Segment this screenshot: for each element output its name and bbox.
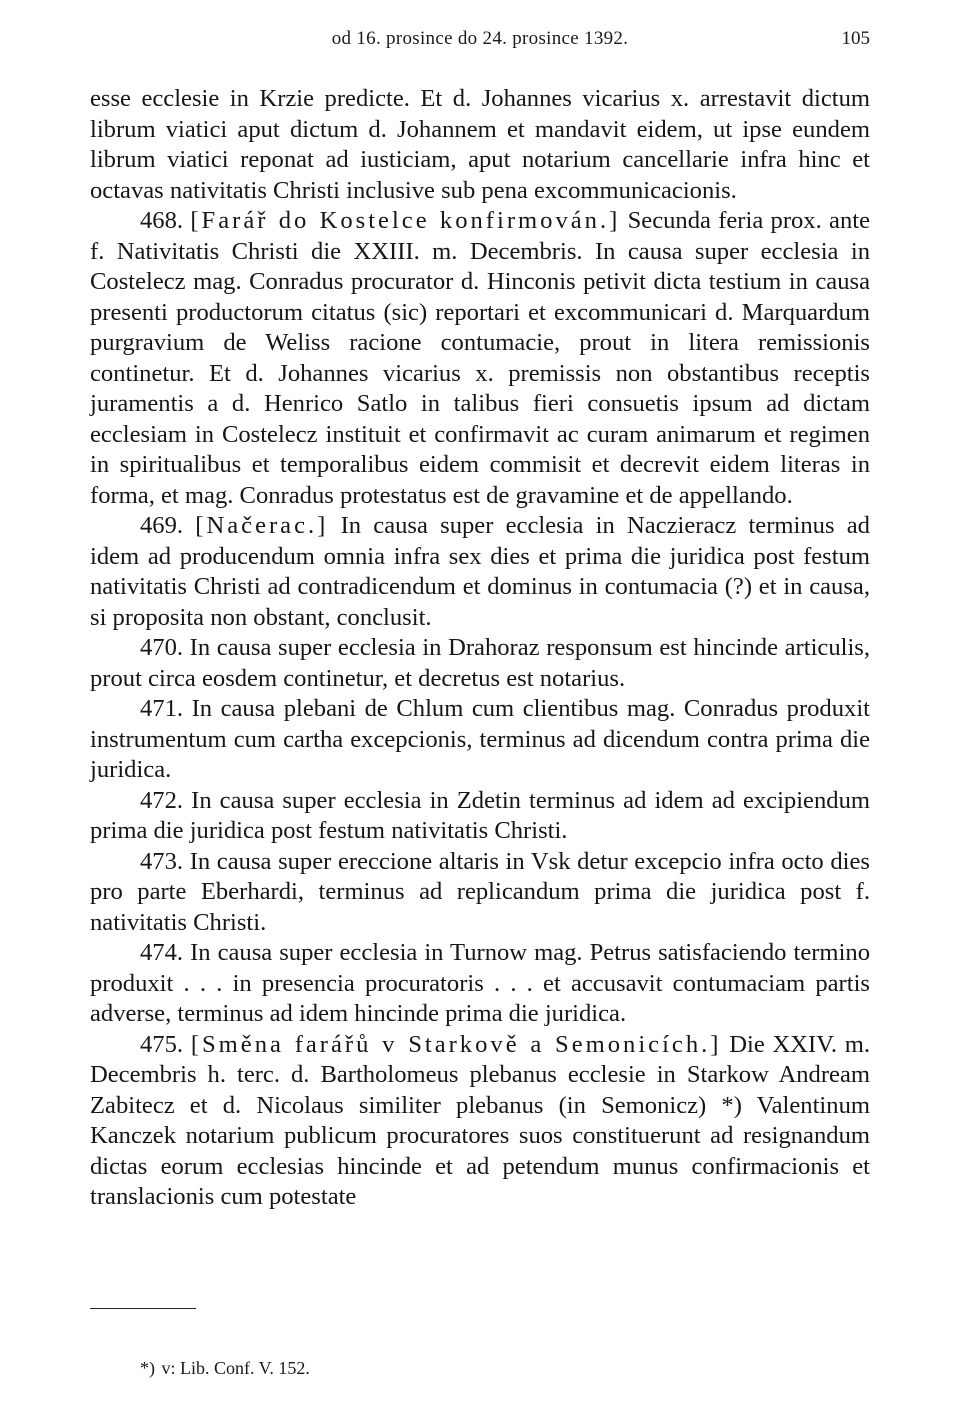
entry-text: Die XXIV. m. Decembris h. terc. d. Bartholomeus plebanus ecclesie in Starkow Andream Zabitecz et d. Nicolaus similiter plebanus (in Semonicz) *) Valentinum Kanczek notarium publicum procuratores suos constituerunt ad resignandum dictas eorum ecclesias hincinde et ad petendum munus confirmacionis et translacionis cum potestate bbox=[90, 1030, 871, 1210]
entry-number: 472. bbox=[140, 786, 184, 814]
entry-text: In causa super ecclesia in Turnow mag. Petrus satisfaciendo termino produxit . . . in presencia procuratoris . . . et accusavit contumaciam partis adverse, terminus ad idem hincinde prima die juridica. bbox=[90, 939, 870, 1027]
entry-text: In causa plebani de Chlum cum clientibus mag. Conradus produxit instrumentum cum cartha excepcionis, terminus ad dicendum contra prima die juridica. bbox=[90, 695, 870, 783]
running-title: od 16. prosince do 24. prosince 1392. bbox=[331, 28, 629, 49]
entry-469 bbox=[90, 511, 870, 633]
entry-468 bbox=[90, 206, 870, 511]
entry-text: Secunda feria prox. ante f. Nativitatis Christi die XXIII. m. Decembris. In causa super ecclesia in Costelecz mag. Conradus procurator d. Hinconis petivit dicta testium in causa presenti productorum citatus (sic) reportari et excommunicari d. Marquardum purgravium de Weliss racione contumacie, prout in litera remissionis continetur. Et d. Johannes vicarius x. premissis non obstantibus receptis juramentis a d. Henrico Satlo in talibus fieri consuetis ipsum ad dictam ecclesiam in Costelecz instituit et confirmavit ac curam animarum et regimen in spiritualibus et temporalibus eidem commisit et decrevit eidem literas in forma, et mag. Conradus protestatus est de gravamine et de appellando. bbox=[90, 207, 871, 509]
footnote-divider bbox=[90, 1308, 196, 1309]
page-header bbox=[90, 28, 870, 56]
entry-470 bbox=[90, 633, 870, 694]
paragraph-continuation bbox=[90, 84, 870, 206]
entry-heading: [Směna farářů v Starkově a Semonicích.] bbox=[190, 1030, 722, 1058]
entry-number: 471. bbox=[140, 695, 184, 722]
entry-text: In causa super ecclesia in Drahoraz responsum est hincinde articulis, prout circa eosdem continetur, et decretus est notarius. bbox=[90, 634, 870, 692]
page-number: 105 bbox=[841, 28, 870, 49]
entry-number: 469. bbox=[140, 512, 184, 539]
paragraph-text: esse ecclesie in Krzie predicte. Et d. Johannes vicarius x. arrestavit dictum librum viatici aput dictum d. Johannem et mandavit eidem, ut ipse eundem librum viatici reponat ad iusticiam, aput notarium cancellarie infra hinc et octavas nativitatis Christi inclusive sub pena excommunicacionis. bbox=[90, 85, 870, 204]
entry-text: In causa super ecclesia in Zdetin terminus ad idem ad excipiendum prima die juridica post festum nativitatis Christi. bbox=[90, 786, 870, 844]
entry-473 bbox=[90, 847, 870, 939]
entry-number: 475. bbox=[140, 1030, 184, 1058]
entry-number: 470. bbox=[140, 634, 184, 661]
footnote bbox=[140, 1358, 310, 1379]
entry-475 bbox=[90, 1030, 870, 1213]
page-body bbox=[90, 84, 870, 1213]
footnote-text: v: Lib. Conf. V. 152. bbox=[161, 1358, 310, 1378]
entry-471 bbox=[90, 694, 870, 786]
entry-text: In causa super ereccione altaris in Vsk detur excepcio infra octo dies pro parte Eberhardi, terminus ad replicandum prima die juridica post f. nativitatis Christi. bbox=[90, 847, 870, 936]
entry-number: 468. bbox=[140, 207, 184, 234]
entry-474 bbox=[90, 938, 870, 1030]
entry-472 bbox=[90, 786, 870, 847]
footnote-marker: *) bbox=[140, 1358, 155, 1378]
entry-heading: [Načerac.] bbox=[195, 512, 329, 539]
entry-heading: [Farář do Kostelce konfirmován.] bbox=[190, 207, 621, 234]
entry-text: In causa super ecclesia in Naczieracz terminus ad idem ad producendum omnia infra sex dies et prima die juridica post festum nativitatis Christi ad contradicendum et dominus in contumacia (?) et in causa, si proposita non obstant, conclusit. bbox=[90, 512, 870, 631]
entry-number: 473. bbox=[140, 847, 184, 875]
entry-number: 474. bbox=[140, 939, 184, 966]
